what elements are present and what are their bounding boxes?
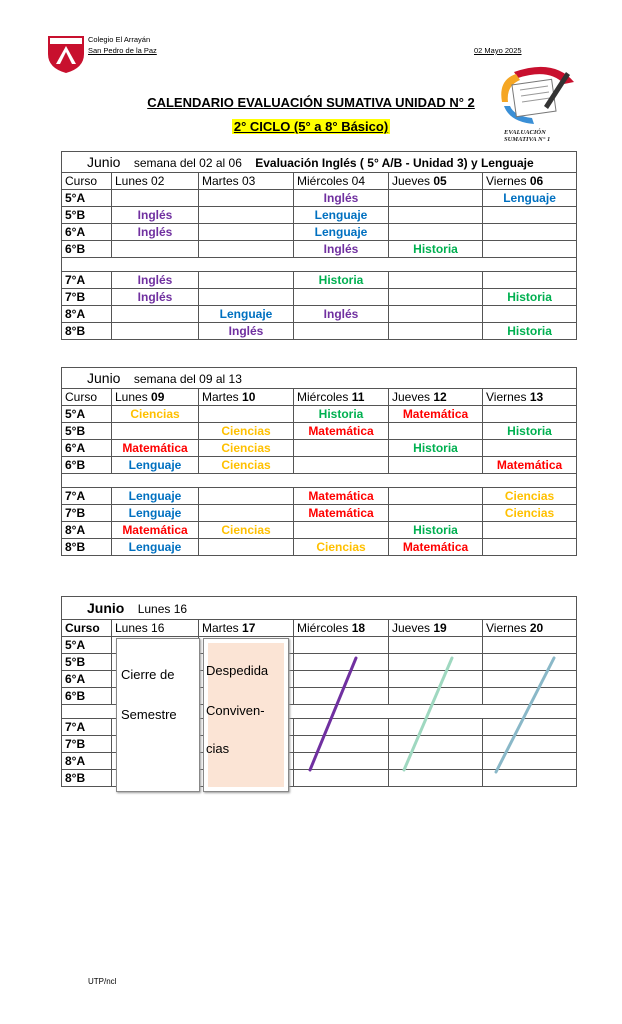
course-cell: 7°A	[62, 272, 112, 289]
exam-cell: Historia	[389, 440, 483, 457]
exam-cell: Historia	[483, 289, 577, 306]
exam-cell: Matemática	[389, 406, 483, 423]
course-cell: 6°B	[62, 457, 112, 474]
course-cell: 8°B	[62, 323, 112, 340]
exam-cell: Lenguaje	[483, 190, 577, 207]
week1-note: Evaluación Inglés ( 5° A/B - Unidad 3) y Lenguaje	[255, 156, 534, 170]
col-miercoles: Miércoles 04	[294, 173, 389, 190]
course-cell: 8°A	[62, 753, 112, 770]
course-cell: 5°B	[62, 423, 112, 440]
exam-cell: Inglés	[112, 272, 199, 289]
col-lunes: Lunes 09	[112, 389, 199, 406]
week1-month: Junio	[87, 154, 121, 170]
exam-cell: Ciencias	[199, 522, 294, 539]
course-cell: 7°A	[62, 488, 112, 505]
emblem-text1: EVALUACIÓN	[504, 129, 546, 136]
col-lunes: Lunes 02	[112, 173, 199, 190]
exam-cell: Ciencias	[199, 423, 294, 440]
exam-cell: Historia	[294, 406, 389, 423]
col-martes: Martes 17	[199, 620, 294, 637]
col-curso: Curso	[62, 173, 112, 190]
exam-cell: Lenguaje	[199, 306, 294, 323]
exam-cell: Matemática	[294, 488, 389, 505]
course-cell: 7°B	[62, 289, 112, 306]
col-viernes: Viernes 20	[483, 620, 577, 637]
page-title: CALENDARIO EVALUACIÓN SUMATIVA UNIDAD N° 2	[147, 95, 475, 110]
stroke-jueves	[404, 658, 452, 770]
course-cell: 7°B	[62, 505, 112, 522]
exam-cell: Inglés	[294, 306, 389, 323]
course-cell: 8°A	[62, 306, 112, 323]
footer-text: UTP/ncl	[88, 977, 117, 986]
course-cell: 5°A	[62, 406, 112, 423]
exam-cell: Inglés	[112, 224, 199, 241]
exam-cell: Ciencias	[199, 457, 294, 474]
course-cell: 8°A	[62, 522, 112, 539]
col-curso: Curso	[62, 620, 112, 637]
col-martes: Martes 03	[199, 173, 294, 190]
course-cell: 8°B	[62, 539, 112, 556]
exam-cell: Inglés	[199, 323, 294, 340]
week1-range: semana del 02 al 06	[133, 156, 242, 170]
exam-cell: Matemática	[112, 440, 199, 457]
course-cell: 8°B	[62, 770, 112, 787]
school-name: Colegio El Arrayán	[88, 35, 151, 44]
course-cell: 7°A	[62, 719, 112, 736]
exam-cell: Historia	[483, 423, 577, 440]
box1-line1: Cierre de	[121, 667, 175, 682]
stroke-miercoles	[310, 658, 356, 770]
exam-cell: Inglés	[294, 241, 389, 258]
course-cell: 5°A	[62, 637, 112, 654]
col-miercoles: Miércoles 18	[294, 620, 389, 637]
col-jueves: Jueves 05	[389, 173, 483, 190]
exam-cell: Lenguaje	[294, 207, 389, 224]
col-lunes: Lunes 16	[112, 620, 199, 637]
exam-cell: Lenguaje	[112, 488, 199, 505]
course-cell: 6°B	[62, 688, 112, 705]
box2-line2: Conviven-	[206, 703, 265, 718]
exam-cell: Matemática	[294, 505, 389, 522]
course-cell: 6°A	[62, 671, 112, 688]
col-jueves: Jueves 12	[389, 389, 483, 406]
course-cell: 5°A	[62, 190, 112, 207]
col-martes: Martes 10	[199, 389, 294, 406]
week2-range: semana del 09 al 13	[133, 372, 242, 386]
exam-cell: Matemática	[389, 539, 483, 556]
exam-cell: Inglés	[294, 190, 389, 207]
col-viernes: Viernes 13	[483, 389, 577, 406]
subtitle-text: 2° CICLO (5° a 8° Básico)	[233, 119, 389, 134]
exam-cell: Ciencias	[483, 505, 577, 522]
course-cell: 7°B	[62, 736, 112, 753]
stroke-viernes	[496, 658, 554, 772]
exam-cell: Historia	[294, 272, 389, 289]
box1-line2: Semestre	[121, 707, 177, 722]
week2-month: Junio	[87, 370, 121, 386]
exam-cell: Ciencias	[199, 440, 294, 457]
exam-cell: Lenguaje	[112, 457, 199, 474]
exam-cell: Matemática	[483, 457, 577, 474]
emblem-text2: SUMATIVA N° 1	[504, 136, 551, 143]
exam-cell: Ciencias	[294, 539, 389, 556]
document-date: 02 Mayo 2025	[474, 46, 522, 55]
exam-cell: Lenguaje	[294, 224, 389, 241]
col-viernes: Viernes 06	[483, 173, 577, 190]
week3-range: Lunes 16	[137, 602, 188, 616]
course-cell: 5°B	[62, 207, 112, 224]
exam-cell: Historia	[389, 241, 483, 258]
exam-cell: Inglés	[112, 207, 199, 224]
box2-line1: Despedida	[206, 663, 269, 678]
exam-cell: Lenguaje	[112, 539, 199, 556]
box2-line3: cias	[206, 741, 230, 756]
exam-cell: Matemática	[294, 423, 389, 440]
week3-month: Junio	[87, 600, 125, 616]
col-curso: Curso	[62, 389, 112, 406]
course-cell: 5°B	[62, 654, 112, 671]
course-cell: 6°A	[62, 224, 112, 241]
course-cell: 6°A	[62, 440, 112, 457]
school-location: San Pedro de la Paz	[88, 46, 157, 55]
exam-cell: Historia	[483, 323, 577, 340]
exam-cell: Matemática	[112, 522, 199, 539]
exam-cell: Historia	[389, 522, 483, 539]
exam-cell: Lenguaje	[112, 505, 199, 522]
col-miercoles: Miércoles 11	[294, 389, 389, 406]
col-jueves: Jueves 19	[389, 620, 483, 637]
exam-cell: Ciencias	[112, 406, 199, 423]
exam-cell: Ciencias	[483, 488, 577, 505]
course-cell: 6°B	[62, 241, 112, 258]
exam-cell: Inglés	[112, 289, 199, 306]
